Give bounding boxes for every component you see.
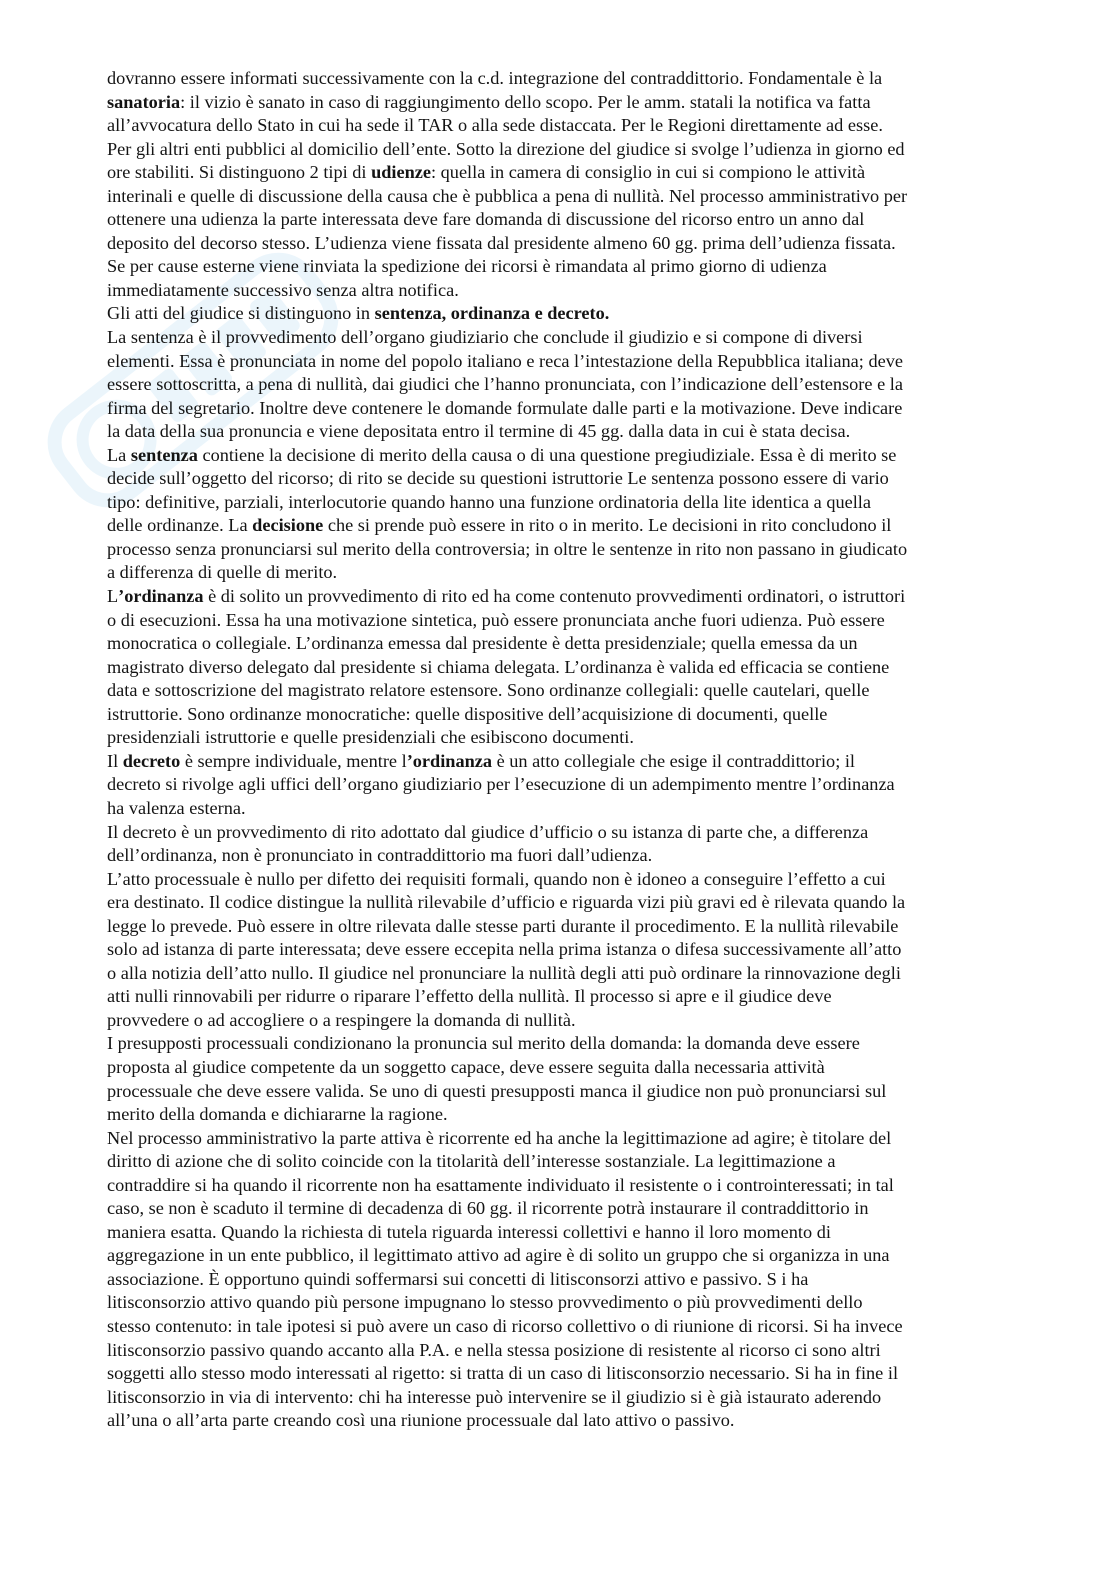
text-segment: caso, se non è scaduto il termine di decadenza di 60 gg. il ricorrente potrà instaurare il contraddittorio in <box>107 1198 869 1219</box>
text-segment: maniera esatta. Quando la richiesta di tutela riguarda interessi collettivi e hanno il loro momento di <box>107 1221 831 1242</box>
text-line <box>107 632 1012 656</box>
text-line <box>107 1080 1012 1104</box>
paragraph <box>107 302 1012 326</box>
text-segment: processuale che deve essere valida. Se uno di questi presupposti manca il giudice non può pronunciarsi sul <box>107 1080 887 1101</box>
text-segment: la data della sua pronuncia e viene depositata entro il termine di 45 gg. dalla data in cui è stata decisa. <box>107 421 851 442</box>
text-line <box>107 844 1012 868</box>
text-line <box>107 232 1012 256</box>
text-segment: ha valenza esterna. <box>107 797 246 818</box>
text-segment: soggetti allo stesso modo interessati al rigetto: si tratta di un caso di litisconsorzio necessario. Si ha in fine il <box>107 1363 899 1384</box>
text-segment: diritto di azione che di solito coincide con la titolarità dell’interesse sostanziale. La legittimazione a <box>107 1151 836 1172</box>
text-line <box>107 444 1012 468</box>
text-line <box>107 67 1012 91</box>
bold-term: sentenza, ordinanza e decreto. <box>374 303 610 324</box>
text-segment: Gli atti del giudice si distinguono in <box>107 303 375 324</box>
text-segment: all’una o all’arta parte creando così una riunione processuale dal lato attivo o passivo. <box>107 1410 735 1431</box>
paragraph <box>107 67 1012 302</box>
text-line <box>107 609 1012 633</box>
text-line <box>107 1174 1012 1198</box>
text-line <box>107 703 1012 727</box>
text-segment: interinali e quelle di discussione della causa che è pubblica a pena di nullità. Nel processo amministrativo per <box>107 185 908 206</box>
text-line <box>107 1268 1012 1292</box>
bold-term: ’ordinanza <box>406 750 493 771</box>
text-segment: : il vizio è sanato in caso di raggiungimento dello scopo. Per le amm. statali la notifica va fatta <box>180 91 871 112</box>
text-line <box>107 373 1012 397</box>
text-line <box>107 656 1012 680</box>
text-segment: o alla notizia dell’atto nullo. Il giudice nel pronunciare la nullità degli atti può ordinare la rinnovazione degli <box>107 962 901 983</box>
text-line <box>107 797 1012 821</box>
text-line <box>107 891 1012 915</box>
paragraph <box>107 444 1012 585</box>
text-segment: elementi. Essa è pronunciata in nome del popolo italiano e reca l’intestazione della Repubblica italiana; deve <box>107 350 903 371</box>
paragraph <box>107 1127 1012 1433</box>
text-segment: contraddire si ha quando il ricorrente non ha esattamente individuato il resistente o i controinteressati; in tal <box>107 1174 894 1195</box>
text-segment: merito della domanda e dichiararne la ragione. <box>107 1104 448 1125</box>
text-segment: dovranno essere informati successivamente con la c.d. integrazione del contraddittorio. Fondamentale è la <box>107 68 883 88</box>
text-segment: deposito del decorso stesso. L’udienza viene fissata dal presidente almeno 60 gg. prima dell’udienza fissata. <box>107 232 896 253</box>
text-segment: : quella in camera di consiglio in cui si compiono le attività <box>431 162 866 183</box>
text-segment: legge lo prevede. Può essere in oltre rilevata dalle stesse parti durante il procedimento. E la nullità rilevabile <box>107 915 899 936</box>
bold-term: ’ordinanza <box>118 586 204 607</box>
text-segment: Nel processo amministrativo la parte attiva è ricorrente ed ha anche la legittimazione ad agire; è titolare del <box>107 1127 892 1148</box>
text-line <box>107 962 1012 986</box>
text-segment: decreto si rivolge agli uffici dell’organo giudiziario per l’esecuzione di un adempimento mentre l’ordinanza <box>107 774 895 795</box>
text-line <box>107 1362 1012 1386</box>
text-segment: immediatamente successivo senza altra notifica. <box>107 279 459 300</box>
text-line <box>107 1103 1012 1127</box>
text-line <box>107 420 1012 444</box>
bold-term: udienze <box>371 162 432 183</box>
text-line <box>107 1315 1012 1339</box>
text-segment: processo senza pronunciarsi sul merito della controversia; in oltre le sentenze in rito non passano in giudicato <box>107 538 908 559</box>
text-line <box>107 326 1012 350</box>
paragraph <box>107 326 1012 444</box>
text-line <box>107 679 1012 703</box>
text-line <box>107 1150 1012 1174</box>
paragraph <box>107 821 1012 868</box>
bold-term: decreto <box>122 750 181 771</box>
text-segment: litisconsorzio attivo quando più persone impugnano lo stesso provvedimento o più provvedimenti dello <box>107 1292 863 1313</box>
text-segment: era destinato. Il codice distingue la nullità rilevabile d’ufficio e riguarda vizi più gravi ed è rilevata quando la <box>107 892 906 913</box>
text-line <box>107 1197 1012 1221</box>
text-line <box>107 467 1012 491</box>
text-segment: L <box>107 586 119 607</box>
text-segment: Per gli altri enti pubblici al domicilio dell’ente. Sotto la direzione del giudice si svolge l’udienza in giorno ed <box>107 138 905 159</box>
text-segment: provvedere o ad accogliere o a respingere la domanda di nullità. <box>107 1009 576 1030</box>
text-segment: solo ad istanza di parte interessata; deve essere eccepita nella prima istanza o difesa successivamente all’atto <box>107 939 902 960</box>
text-line <box>107 773 1012 797</box>
text-segment: Se per cause esterne viene rinviata la spedizione dei ricorsi è rimandata al primo giorno di udienza <box>107 256 827 277</box>
text-line <box>107 1291 1012 1315</box>
text-segment: litisconsorzio passivo quando accanto alla P.A. e nella stessa posizione di resistente al ricorso ci sono altri <box>107 1339 881 1360</box>
text-line <box>107 161 1012 185</box>
text-line <box>107 1386 1012 1410</box>
text-line <box>107 397 1012 421</box>
text-line <box>107 1009 1012 1033</box>
text-line <box>107 350 1012 374</box>
paragraph <box>107 750 1012 821</box>
text-segment: proposta al giudice competente da un soggetto capace, deve essere seguita dalla necessaria attività <box>107 1056 825 1077</box>
text-segment: associazione. È opportuno quindi soffermarsi sui concetti di litisconsorzi attivo e passivo. S i ha <box>107 1268 809 1289</box>
text-segment: è un atto collegiale che esige il contraddittorio; il <box>492 750 855 771</box>
paragraph <box>107 1032 1012 1126</box>
text-segment: La sentenza è il provvedimento dell’organo giudiziario che conclude il giudizio e si compone di diversi <box>107 327 863 348</box>
text-segment: tipo: definitive, parziali, interlocutorie quando hanno una funzione ordinatoria della lite identica a quella <box>107 491 871 512</box>
bold-term: sentenza <box>130 444 198 465</box>
text-segment: essere sottoscritta, a pena di nullità, dai giudici che l’hanno pronunciata, con l’indicazione dell’estensore e la <box>107 374 903 395</box>
text-segment: Il decreto è un provvedimento di rito adottato dal giudice d’ufficio o su istanza di parte che, a differenza <box>107 821 869 842</box>
text-segment: che si prende può essere in rito o in merito. Le decisioni in rito concludono il <box>323 515 892 536</box>
text-segment: atti nulli rinnovabili per ridurre o riparare l’effetto della nullità. Il processo si apre e il giudice deve <box>107 986 832 1007</box>
text-line <box>107 1056 1012 1080</box>
text-segment: magistrato diverso delegato dal presidente si chiama delegata. L’ordinanza è valida ed efficacia se contiene <box>107 656 890 677</box>
text-line <box>107 1032 1012 1056</box>
text-segment: ore stabiliti. Si distinguono 2 tipi di <box>107 162 372 183</box>
text-segment: ottenere una udienza la parte interessata deve fare domanda di discussione del ricorso entro un anno dal <box>107 209 865 230</box>
text-line <box>107 561 1012 585</box>
text-line <box>107 302 1012 326</box>
text-segment: stesso contenuto: in tale ipotesi si può avere un caso di ricorso collettivo o di riunione di ricorsi. Si ha invece <box>107 1315 903 1336</box>
text-segment: aggregazione in un ente pubblico, il legittimato attivo ad agire è di solito un gruppo che si organizza in una <box>107 1245 890 1266</box>
text-segment: a differenza di quelle di merito. <box>107 562 338 583</box>
text-segment: delle ordinanze. La <box>107 515 253 536</box>
text-segment: all’avvocatura dello Stato in cui ha sede il TAR o alla sede distaccata. Per le Regioni direttamente ad esse. <box>107 115 883 136</box>
text-line <box>107 491 1012 515</box>
text-line <box>107 585 1012 609</box>
text-segment: monocratica o collegiale. L’ordinanza emessa dal presidente è detta presidenziale; quella emessa da un <box>107 633 858 654</box>
text-line <box>107 750 1012 774</box>
text-line <box>107 1409 1012 1433</box>
text-line <box>107 185 1012 209</box>
text-line <box>107 1221 1012 1245</box>
text-line <box>107 1244 1012 1268</box>
text-segment: litisconsorzio in via di intervento: chi ha interesse può intervenire se il giudizio si è già istaurato aderendo <box>107 1386 882 1407</box>
text-segment: istruttorie. Sono ordinanze monocratiche: quelle dispositive dell’acquisizione di documenti, quelle <box>107 703 828 724</box>
text-line <box>107 985 1012 1009</box>
text-segment: I presupposti processuali condizionano la pronuncia sul merito della domanda: la domanda deve essere <box>107 1033 860 1054</box>
text-line <box>107 138 1012 162</box>
text-line <box>107 279 1012 303</box>
text-line <box>107 114 1012 138</box>
paragraph <box>107 585 1012 750</box>
text-line <box>107 915 1012 939</box>
text-segment: o di esecuzioni. Essa ha una motivazione sintetica, può essere pronunciata anche fuori udienza. Può essere <box>107 609 885 630</box>
text-line <box>107 821 1012 845</box>
text-line <box>107 868 1012 892</box>
text-line <box>107 1339 1012 1363</box>
bold-term: decisione <box>252 515 324 536</box>
document-body <box>107 67 1012 1433</box>
bold-term: sanatoria <box>107 91 181 112</box>
text-segment: presidenziali istruttorie e quelle presidenziali che esibiscono documenti. <box>107 727 634 748</box>
text-segment: La <box>107 444 131 465</box>
text-line <box>107 538 1012 562</box>
text-line <box>107 91 1012 115</box>
text-segment: è sempre individuale, mentre l <box>180 750 407 771</box>
text-segment: firma del segretario. Inoltre deve contenere le domande formulate dalle parti e la motivazione. Deve indicare <box>107 397 903 418</box>
paragraph <box>107 868 1012 1033</box>
text-segment: contiene la decisione di merito della causa o di una questione pregiudiziale. Essa è di merito se <box>197 444 897 465</box>
text-segment: data e sottoscrizione del magistrato relatore estensore. Sono ordinanze collegiali: quelle cautelari, quelle <box>107 680 870 701</box>
text-segment: dell’ordinanza, non è pronunciato in contraddittorio ma fuori dall’udienza. <box>107 845 653 866</box>
text-segment: è di solito un provvedimento di rito ed ha come contenuto provvedimenti ordinatori, o istruttori <box>203 586 906 607</box>
text-segment: Il <box>107 750 123 771</box>
text-segment: L’atto processuale è nullo per difetto dei requisiti formali, quando non è idoneo a conseguire l’effetto a cui <box>107 868 886 889</box>
text-line <box>107 726 1012 750</box>
text-line <box>107 514 1012 538</box>
text-line <box>107 938 1012 962</box>
text-line <box>107 208 1012 232</box>
text-line <box>107 255 1012 279</box>
text-segment: decide sull’oggetto del ricorso; di rito se decide su questioni istruttorie Le sentenza possono essere di vario <box>107 468 889 489</box>
text-line <box>107 1127 1012 1151</box>
